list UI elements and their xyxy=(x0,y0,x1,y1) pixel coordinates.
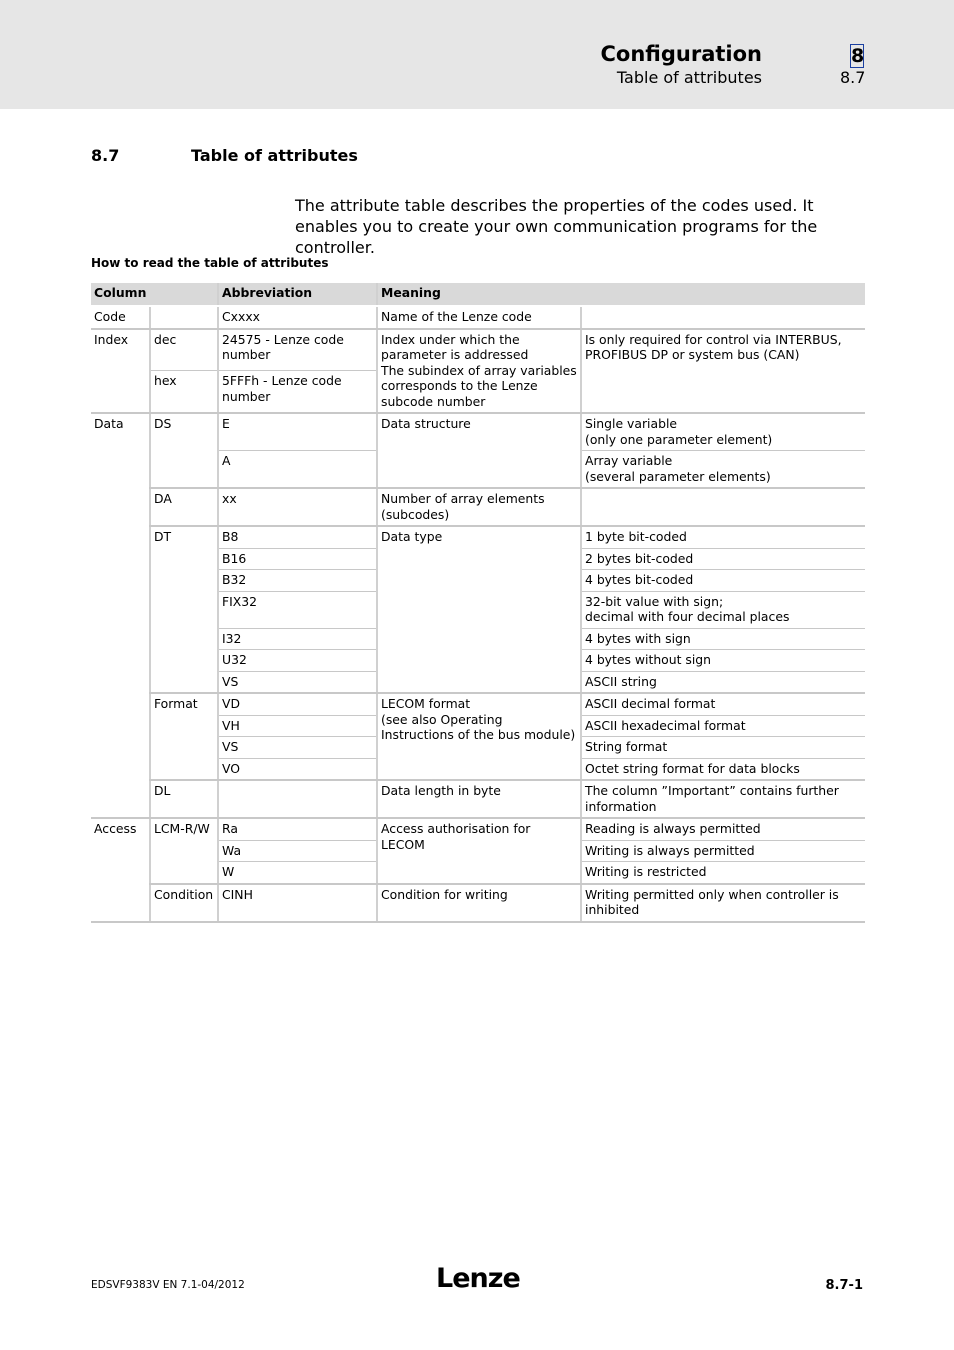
lenze-logo: Lenze xyxy=(436,1263,520,1294)
sub-cell: Format xyxy=(150,693,218,780)
chapter-subtitle: Table of attributes xyxy=(616,68,762,87)
abbr-cell: VO xyxy=(218,758,377,780)
note-cell: 4 bytes with sign xyxy=(581,628,865,650)
note-cell: Reading is always permitted xyxy=(581,818,865,840)
note-cell: ASCII string xyxy=(581,671,865,693)
abbr-cell: 24575 - Lenze code number xyxy=(218,329,377,371)
sub-cell: LCM-R/W xyxy=(150,818,218,884)
abbr-cell: B16 xyxy=(218,548,377,570)
note-cell: String format xyxy=(581,737,865,759)
table-row xyxy=(91,693,865,715)
attributes-table xyxy=(91,283,865,923)
table-row xyxy=(91,780,865,818)
chapter-title: Configuration xyxy=(600,42,762,66)
meaning-cell: LECOM format (see also Operating Instructions of the bus module) xyxy=(377,693,581,780)
table-row xyxy=(91,488,865,526)
abbr-cell: Ra xyxy=(218,818,377,840)
section-title: Table of attributes xyxy=(191,146,358,165)
note-cell: Array variable (several parameter elements) xyxy=(581,451,865,489)
sub-cell: Condition xyxy=(150,884,218,922)
header-column: Column xyxy=(91,283,218,306)
abbr-cell: W xyxy=(218,862,377,884)
abbr-cell: B8 xyxy=(218,526,377,548)
table-header-row xyxy=(91,283,865,306)
abbr-cell: FIX32 xyxy=(218,591,377,628)
note-cell: ASCII decimal format xyxy=(581,693,865,715)
table-row xyxy=(91,526,865,548)
meaning-cell: Data structure xyxy=(377,413,581,488)
note-cell: Writing is restricted xyxy=(581,862,865,884)
abbr-cell: VD xyxy=(218,693,377,715)
note-cell: Single variable (only one parameter element) xyxy=(581,413,865,451)
page-number: 8.7-1 xyxy=(825,1278,863,1293)
meaning-cell: Number of array elements (subcodes) xyxy=(377,488,581,526)
table-row xyxy=(91,306,865,329)
sub-cell: DS xyxy=(150,413,218,488)
abbr-cell: A xyxy=(218,451,377,489)
table-row xyxy=(91,329,865,371)
meaning-cell: Data type xyxy=(377,526,581,693)
note-cell: 4 bytes without sign xyxy=(581,650,865,672)
abbr-cell: VS xyxy=(218,737,377,759)
note-cell: Octet string format for data blocks xyxy=(581,758,865,780)
note-cell: The column ”Important” contains further information xyxy=(581,780,865,818)
note-cell: 32-bit value with sign; decimal with four decimal places xyxy=(581,591,865,628)
col-data: Data xyxy=(91,413,150,818)
intro-paragraph: The attribute table describes the properties of the codes used. It enables you to create your own communication programs for the controller. xyxy=(295,196,818,257)
sub-cell: dec xyxy=(150,329,218,371)
header-abbreviation: Abbreviation xyxy=(218,283,377,306)
note-cell: Is only required for control via INTERBUS, PROFIBUS DP or system bus (CAN) xyxy=(581,329,865,414)
sub-cell: DA xyxy=(150,488,218,526)
note-cell: ASCII hexadecimal format xyxy=(581,715,865,737)
col-index: Index xyxy=(91,329,150,414)
sub-cell: hex xyxy=(150,371,218,413)
header-meaning: Meaning xyxy=(377,283,865,306)
meaning-cell: Index under which the parameter is addressed The subindex of array variables corresponds to the Lenze subcode number xyxy=(377,329,581,414)
abbr-cell: CINH xyxy=(218,884,377,922)
col-access: Access xyxy=(91,818,150,922)
abbr-cell: 5FFFh - Lenze code number xyxy=(218,371,377,413)
header-band xyxy=(0,0,954,109)
meaning-cell: Name of the Lenze code xyxy=(377,306,581,329)
abbr-cell: Cxxxx xyxy=(218,306,377,329)
abbr-cell: VH xyxy=(218,715,377,737)
meaning-cell: Condition for writing xyxy=(377,884,581,922)
note-cell: Writing permitted only when controller is inhibited xyxy=(581,884,865,922)
note-cell: Writing is always permitted xyxy=(581,840,865,862)
chapter-number-badge: 8 xyxy=(851,45,865,67)
table-row xyxy=(91,818,865,840)
abbr-cell: xx xyxy=(218,488,377,526)
note-cell: 4 bytes bit-coded xyxy=(581,570,865,592)
sub-cell: DL xyxy=(150,780,218,818)
section-number: 8.7 xyxy=(91,146,120,165)
abbr-cell: B32 xyxy=(218,570,377,592)
footer-document-id: EDSVF9383V EN 7.1-04/2012 xyxy=(91,1279,245,1291)
meaning-cell: Data length in byte xyxy=(377,780,581,818)
abbr-cell: I32 xyxy=(218,628,377,650)
sub-cell: DT xyxy=(150,526,218,693)
howto-heading: How to read the table of attributes xyxy=(91,256,329,270)
table-row xyxy=(91,884,865,922)
note-cell: 1 byte bit-coded xyxy=(581,526,865,548)
meaning-cell: Access authorisation for LECOM xyxy=(377,818,581,884)
abbr-cell: Wa xyxy=(218,840,377,862)
abbr-cell: VS xyxy=(218,671,377,693)
note-cell: 2 bytes bit-coded xyxy=(581,548,865,570)
col-code: Code xyxy=(91,306,150,329)
table-row xyxy=(91,413,865,451)
abbr-cell: U32 xyxy=(218,650,377,672)
abbr-cell: E xyxy=(218,413,377,451)
header-section-number: 8.7 xyxy=(840,68,866,87)
